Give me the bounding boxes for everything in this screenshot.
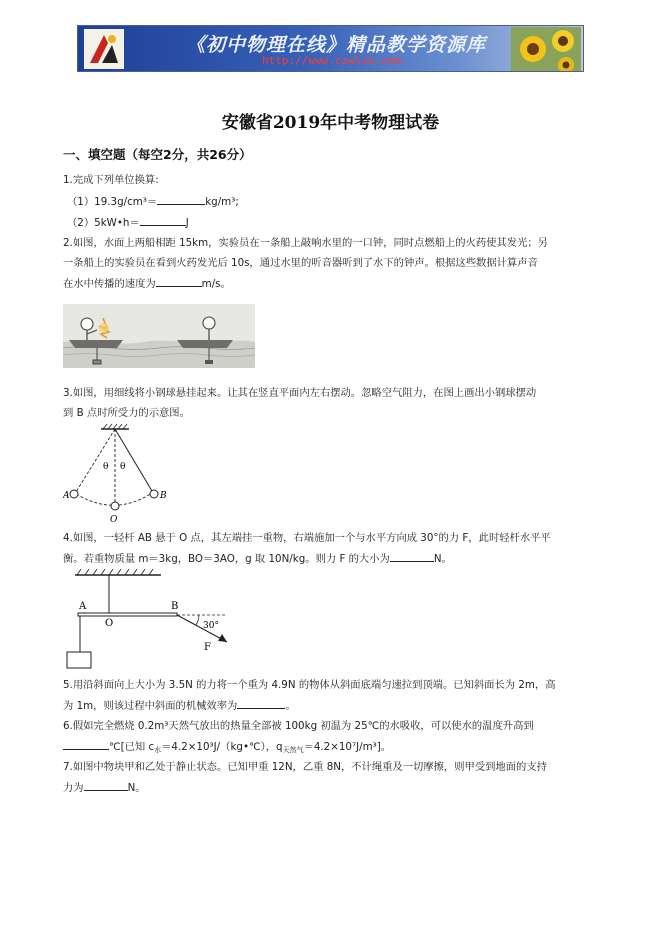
q1-part2	[67, 215, 189, 230]
site-logo-icon	[84, 29, 124, 69]
point-b-label: B	[160, 491, 167, 501]
q5-line2	[63, 698, 296, 713]
q2-line3-text: 在水中传播的速度为	[63, 278, 156, 290]
q2-line1: 2.如图，水面上两船相距 15km，实验员在一条船上敲响水里的一口钟，同时点燃船上的火药使其发光；另	[63, 237, 548, 249]
answer-blank[interactable]	[237, 698, 285, 709]
q3-line1: 3.如图，用细线将小钢球悬挂起来。让其在竖直平面内左右摆动。忽略空气阻力，在图上画出小钢球摆动	[63, 387, 537, 399]
q5-line1: 5.用沿斜面向上大小为 3.5N 的力将一个重为 4.9N 的物体从斜面底端匀速拉到顶端。已知斜面长为 2m，高	[63, 679, 556, 691]
q1-part1-unit: kg/m³;	[205, 196, 239, 208]
site-name: 《初中物理在线》精品教学资源库	[186, 34, 487, 56]
answer-blank[interactable]	[63, 739, 109, 750]
section-heading: 一、填空题（每空2分，共26分）	[63, 147, 252, 162]
q1-part2-unit: J	[185, 217, 189, 229]
q6-line1: 6.假如完全燃烧 0.2m³天然气放出的热量全部被 100kg 初温为 25℃的水吸收，可以使水的温度升高到	[63, 720, 534, 732]
q3-pendulum-figure	[63, 423, 175, 525]
q6-line2	[63, 739, 391, 757]
q2-line3-unit: m/s。	[201, 278, 231, 290]
q3-line2: 到 B 点时所受力的示意图。	[63, 407, 190, 419]
q1-part1-text: （1）19.3g/cm³＝	[67, 196, 158, 208]
q2-boats-figure	[63, 304, 255, 368]
sunflower-image	[511, 27, 581, 72]
point-o-label: O	[105, 618, 114, 629]
q7-line2	[63, 780, 146, 795]
point-o-label: O	[110, 515, 118, 525]
q6-sub-gas: 天然气	[282, 746, 304, 754]
q7-line1: 7.如图中物块甲和乙处于静止状态。已知甲重 12N，乙重 8N，不计绳重及一切摩擦，则甲受到地面的支持	[63, 761, 547, 773]
q6-line2-text-a: ℃[已知 c	[109, 741, 155, 753]
answer-blank[interactable]	[156, 276, 202, 287]
q6-line2-text-c: ＝4.2×10⁷J/m³]。	[303, 741, 392, 753]
force-f-label: F	[204, 642, 211, 653]
q1-stem: 1.完成下列单位换算:	[63, 174, 159, 186]
q2-line2: 一条船上的实验员在看到火药发光后 10s，通过水里的听音器听到了水下的钟声。根据这些数据计算声音	[63, 257, 538, 269]
point-b-label: B	[171, 601, 179, 612]
q4-lever-figure	[63, 568, 241, 670]
answer-blank[interactable]	[157, 194, 205, 205]
header-banner	[77, 25, 584, 72]
angle-label: 30°	[203, 621, 219, 631]
q1-part2-text: （2）5kW•h＝	[67, 217, 140, 229]
q7-line2-text: 力为	[63, 782, 84, 794]
answer-blank[interactable]	[84, 780, 128, 791]
q5-line2-unit: 。	[285, 700, 296, 712]
q1-part1	[67, 194, 239, 209]
q6-line2-text-b: ＝4.2×10³J/（kg•℃），q	[161, 741, 283, 753]
q4-line2-unit: N。	[433, 553, 452, 565]
q4-line2-text: 衡。若重物质量 m＝3kg，BO＝3AO，g 取 10N/kg。则力 F 的大小为	[63, 553, 390, 565]
point-a-label: A	[79, 601, 87, 612]
q6-sub-water: 水	[154, 746, 162, 754]
page-title: 安徽省2019年中考物理试卷	[221, 113, 440, 133]
q4-line1: 4.如图，一轻杆 AB 悬于 O 点，其左端挂一重物，右端施加一个与水平方向成 30°的力 F，此时轻杆水平平	[63, 532, 551, 544]
site-url[interactable]: http://www.czwlzx.com	[262, 54, 402, 67]
theta-right-label: θ	[120, 462, 126, 472]
q2-line3	[63, 276, 231, 291]
q5-line2-text: 为 1m，则该过程中斜面的机械效率为	[63, 700, 238, 712]
answer-blank[interactable]	[390, 551, 434, 562]
theta-left-label: θ	[103, 462, 109, 472]
q7-line2-unit: N。	[127, 782, 146, 794]
point-a-label: A	[63, 491, 70, 501]
answer-blank[interactable]	[140, 215, 186, 226]
q4-line2	[63, 551, 452, 566]
